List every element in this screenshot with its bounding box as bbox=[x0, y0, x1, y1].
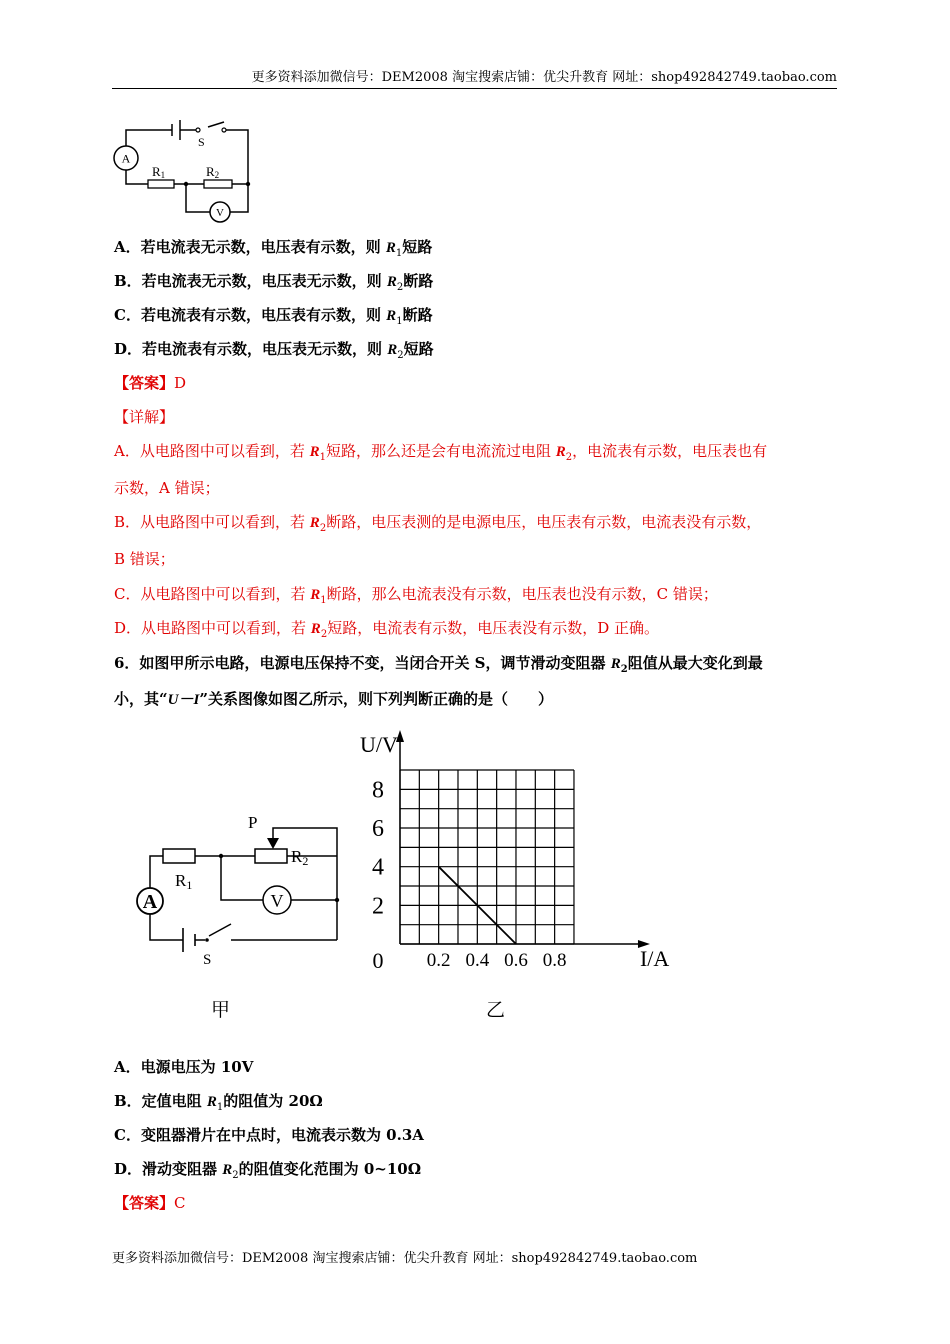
u-i-graph bbox=[350, 728, 670, 978]
y-axis-label: U/V bbox=[360, 732, 398, 757]
q5-detail-line-2: 示数，A 错误； bbox=[114, 479, 220, 497]
circuit2-voltmeter-label: V bbox=[270, 891, 284, 911]
y-tick-label: 6 bbox=[372, 816, 384, 843]
q5-detail-line-6: D．从电路图中可以看到，若 $R_2$短路，电流表有示数，电压表没有示数，D 正确。 bbox=[114, 619, 659, 640]
circuit1-r1-label: R1 bbox=[152, 164, 166, 180]
q6-stem-line-1: 6．如图甲所示电路，电源电压保持不变，当闭合开关 S，调节滑动变阻器 $R_2$阻值从最大变化到最 bbox=[114, 654, 763, 675]
circuit2-ammeter-label: A bbox=[142, 891, 158, 913]
q5-detail-line-3: B．从电路图中可以看到，若 $R_2$断路，电压表测的是电源电压，电压表有示数，电流表没有示数， bbox=[114, 513, 762, 534]
q5-detail-line-1: A．从电路图中可以看到，若 $R_1$短路，那么还是会有电流流过电阻 $R_2$，电流表有示数，电压表也有 bbox=[114, 442, 768, 463]
q5-detail-label: 【详解】 bbox=[114, 408, 175, 426]
q6-answer: 【答案】C bbox=[114, 1194, 186, 1212]
circuit1-switch-label: S bbox=[198, 135, 205, 149]
q5-detail-line-5: C．从电路图中可以看到，若 $R_1$断路，那么电流表没有示数，电压表也没有示数，C 错误； bbox=[114, 585, 718, 606]
x-tick-label: 0.4 bbox=[465, 950, 490, 971]
x-tick-label: 0.8 bbox=[542, 950, 567, 971]
q5-option-d: D．若电流表有示数，电压表无示数，则 $R_2$短路 bbox=[114, 340, 434, 361]
circuit2-switch-label: S bbox=[203, 952, 212, 968]
circuit-diagram-2 bbox=[125, 808, 350, 968]
circuit2-p-label: P bbox=[248, 813, 258, 832]
q5-answer: 【答案】D bbox=[114, 374, 187, 392]
circuit1-r2-label: R2 bbox=[206, 164, 220, 180]
page-header: 更多资料添加微信号：DEM2008 淘宝搜索店铺：优尖升教育 网址：shop492842749.taobao.com bbox=[112, 66, 837, 89]
circuit-diagram-1 bbox=[108, 118, 258, 226]
q5-option-a: A．若电流表无示数，电压表有示数，则 $R_1$短路 bbox=[114, 238, 433, 259]
caption-jia: 甲 bbox=[211, 999, 231, 1021]
circuit2-r1-label: R1 bbox=[175, 871, 193, 892]
q6-stem-line-2: 小，其“U－I”关系图像如图乙所示，则下列判断正确的是（ ） bbox=[114, 690, 553, 708]
page-footer: 更多资料添加微信号：DEM2008 淘宝搜索店铺：优尖升教育 网址：shop492842749.taobao.com bbox=[112, 1251, 698, 1266]
q5-detail-line-4: B 错误； bbox=[114, 550, 175, 568]
y-tick-label: 4 bbox=[372, 854, 384, 881]
y-tick-label: 8 bbox=[372, 777, 384, 804]
q6-option-d: D．滑动变阻器 $R_2$的阻值变化范围为 0~10Ω bbox=[114, 1160, 422, 1181]
q6-option-c: C．变阻器滑片在中点时，电流表示数为 0.3A bbox=[114, 1126, 424, 1144]
q6-option-a: A．电源电压为 10V bbox=[114, 1058, 254, 1076]
q5-option-c: C．若电流表有示数，电压表有示数，则 $R_1$断路 bbox=[114, 306, 433, 327]
circuit1-ammeter-label: A bbox=[121, 151, 131, 166]
q5-option-b: B．若电流表无示数，电压表无示数，则 $R_2$断路 bbox=[114, 272, 434, 293]
q6-option-b: B．定值电阻 $R_1$的阻值为 20Ω bbox=[114, 1092, 323, 1113]
circuit1-voltmeter-label: V bbox=[216, 207, 224, 219]
x-tick-label: 0.2 bbox=[426, 950, 451, 971]
origin-label: 0 bbox=[372, 948, 384, 973]
x-tick-label: 0.6 bbox=[504, 950, 528, 971]
circuit2-r2-label: R2 bbox=[291, 847, 309, 868]
caption-yi: 乙 bbox=[486, 999, 506, 1021]
x-axis-label: I/A bbox=[639, 946, 670, 971]
y-tick-label: 2 bbox=[372, 893, 384, 920]
